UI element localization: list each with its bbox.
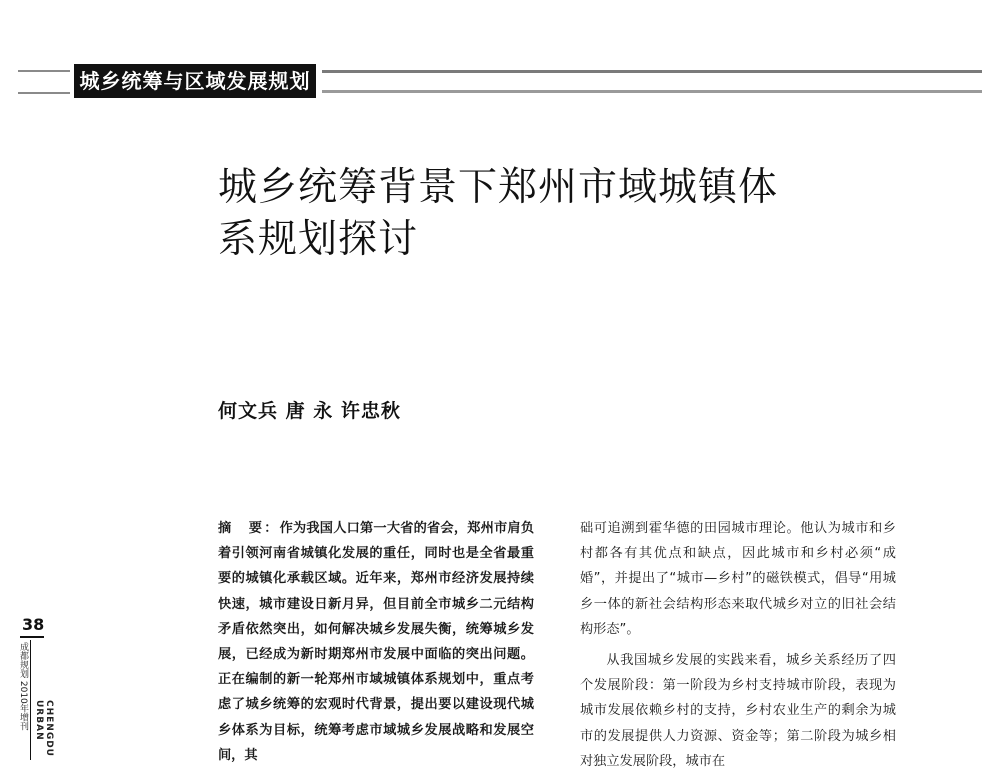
article-title-line1: 城乡统筹背景下郑州市域城镇体: [218, 165, 779, 210]
article-title: [218, 162, 918, 266]
section-label: 城乡统筹与区域发展规划: [74, 64, 316, 98]
abstract-column: [218, 516, 534, 768]
body-paragraph-1: 础可追溯到霍华德的田园城市理论。他认为城市和乡村都各有其优点和缺点，因此城市和乡村必须“成婚”，并提出了“城市—乡村”的磁铁模式，倡导“用城乡一体的新社会结构形态来取代城乡对立的旧社会结构形态”。: [580, 521, 896, 637]
header-rule-right-top: [322, 70, 982, 73]
body-paragraph-2: 从我国城乡发展的实践来看，城乡关系经历了四个发展阶段：第一阶段为乡村支持城市阶段，表现为城市发展依赖乡村的支持，乡村农业生产的剩余为城市的发展提供人力资源、资金等；第二阶段为城乡相对独立发展阶段，城市在: [580, 653, 896, 769]
article-title-line2: 系规划探讨: [218, 217, 419, 262]
journal-name-en: CHENGDU URBAN: [34, 700, 54, 757]
abstract-text: 作为我国人口第一大省的省会，郑州市肩负着引领河南省城镇化发展的重任，同时也是全省最重要的城镇化承载区域。近年来，郑州市经济发展持续快速，城市建设日新月异，但目前全市城乡二元结构矛盾依然突出，如何解决城乡发展失衡，统筹城乡发展，已经成为新时期郑州市发展中面临的突出问题。正在编制的新一轮郑州市域城镇体系规划中，重点考虑了城乡统筹的宏观时代背景，提出要以建设现代城乡体系为目标，统筹考虑市域城乡发展战略和发展空间，其: [218, 521, 535, 763]
header-rule-left-top: [18, 70, 70, 72]
page-number: 38: [22, 615, 45, 634]
body-column: [580, 516, 896, 774]
page-number-rule: [20, 636, 44, 638]
abstract-paragraph: [218, 516, 534, 768]
article-authors: 何文兵 唐 永 许忠秋: [218, 400, 401, 422]
abstract-label: 摘 要：: [218, 521, 280, 536]
journal-name-cn: 成都规划 2010年增刊: [18, 642, 28, 731]
margin-vertical-rule: [30, 640, 31, 760]
header-rule-left-bottom: [18, 92, 70, 94]
header-rule-right-bottom: [322, 90, 982, 93]
